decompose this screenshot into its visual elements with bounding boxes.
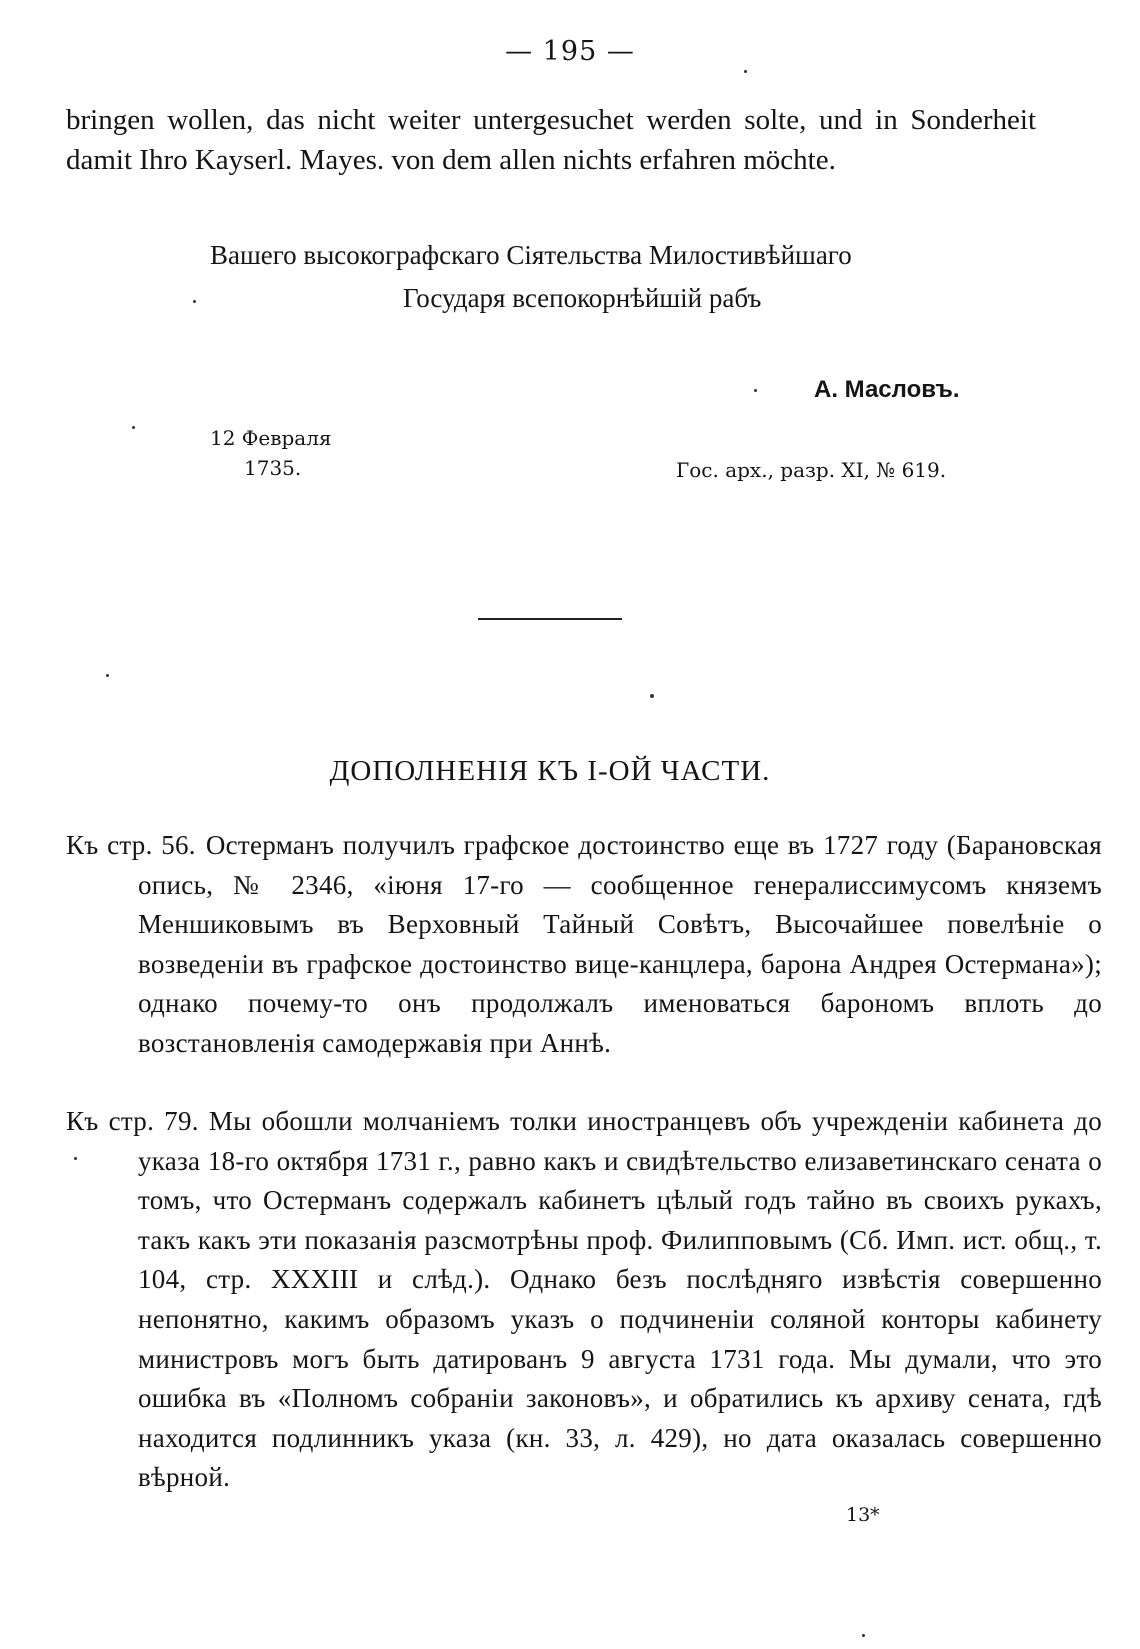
page-number: — 195 — bbox=[505, 36, 635, 67]
entry-text: Остерманъ получилъ графское достоинство еще въ 1727 году (Барановская опись, № 2346, «іюня 17-го — сообщенное генералиссимусомъ княземъ Меншиковымъ въ Верховный Тайный Совѣтъ, Высочайшее повелѣніе о возведеніи въ графское достоинство вице-канцлера, барона Андрея Остермана»); однако почему-то онъ продолжалъ именоваться барономъ вплоть до возстановленія самодержавія при Аннѣ. bbox=[138, 830, 1102, 1058]
date-day-month: 12 Февраля bbox=[210, 426, 332, 450]
print-speck bbox=[132, 426, 135, 429]
german-paragraph: bringen wollen, das nicht weiter untergesuchet werden solte, und in Sonderheit damit Ihro Kayserl. Mayes. von dem allen nichts erfahren möchte. bbox=[66, 104, 1036, 176]
entry-page-reference: Къ стр. 79. bbox=[66, 1106, 199, 1136]
print-speck bbox=[650, 694, 654, 698]
section-title: ДОПОЛНЕНІЯ КЪ I-ОЙ ЧАСТИ. bbox=[329, 755, 771, 787]
salutation-line-1: Вашего высокографскаго Сіятельства Милостивѣйшаго bbox=[210, 240, 852, 270]
print-speck bbox=[754, 389, 757, 392]
addendum-entry bbox=[66, 1102, 1102, 1498]
signature: А. Масловъ. bbox=[814, 376, 960, 403]
section-divider bbox=[478, 618, 622, 620]
archive-reference: Гос. арх., разр. XI, № 619. bbox=[676, 458, 947, 482]
print-speck bbox=[193, 300, 196, 303]
salutation-line-2: Государя всепокорнѣйшій рабъ bbox=[403, 283, 762, 313]
entry-text: Мы обошли молчаніемъ толки иностранцевъ объ учрежденіи кабинета до указа 18-го октября 1731 г., равно какъ и свидѣтельство елизаветинскаго сената о томъ, что Остерманъ содержалъ кабинетъ цѣлый годъ тайно въ своихъ рукахъ, такъ какъ эти показанія разсмотрѣны проф. Филипповымъ (Сб. Имп. ист. общ., т. 104, стр. XXXIII и слѣд.). Однако безъ послѣдняго извѣстія совершенно непонятно, какимъ образомъ указъ о подчиненіи соляной конторы кабинету министровъ могъ быть датированъ 9 августа 1731 года. Мы думали, что это ошибка въ «Полномъ собраніи законовъ», и обратились къ архиву сената, гдѣ находится подлинникъ указа (кн. 33, л. 429), но дата оказалась совершенно вѣрной. bbox=[138, 1106, 1102, 1493]
entry-page-reference: Къ стр. 56. bbox=[66, 830, 196, 860]
date-year: 1735. bbox=[244, 456, 302, 480]
print-speck bbox=[744, 70, 747, 73]
addendum-entry bbox=[66, 826, 1102, 1064]
print-speck bbox=[106, 674, 109, 677]
print-speck bbox=[74, 1157, 77, 1160]
print-speck bbox=[862, 1634, 865, 1637]
signature-mark: 13* bbox=[846, 1504, 880, 1526]
